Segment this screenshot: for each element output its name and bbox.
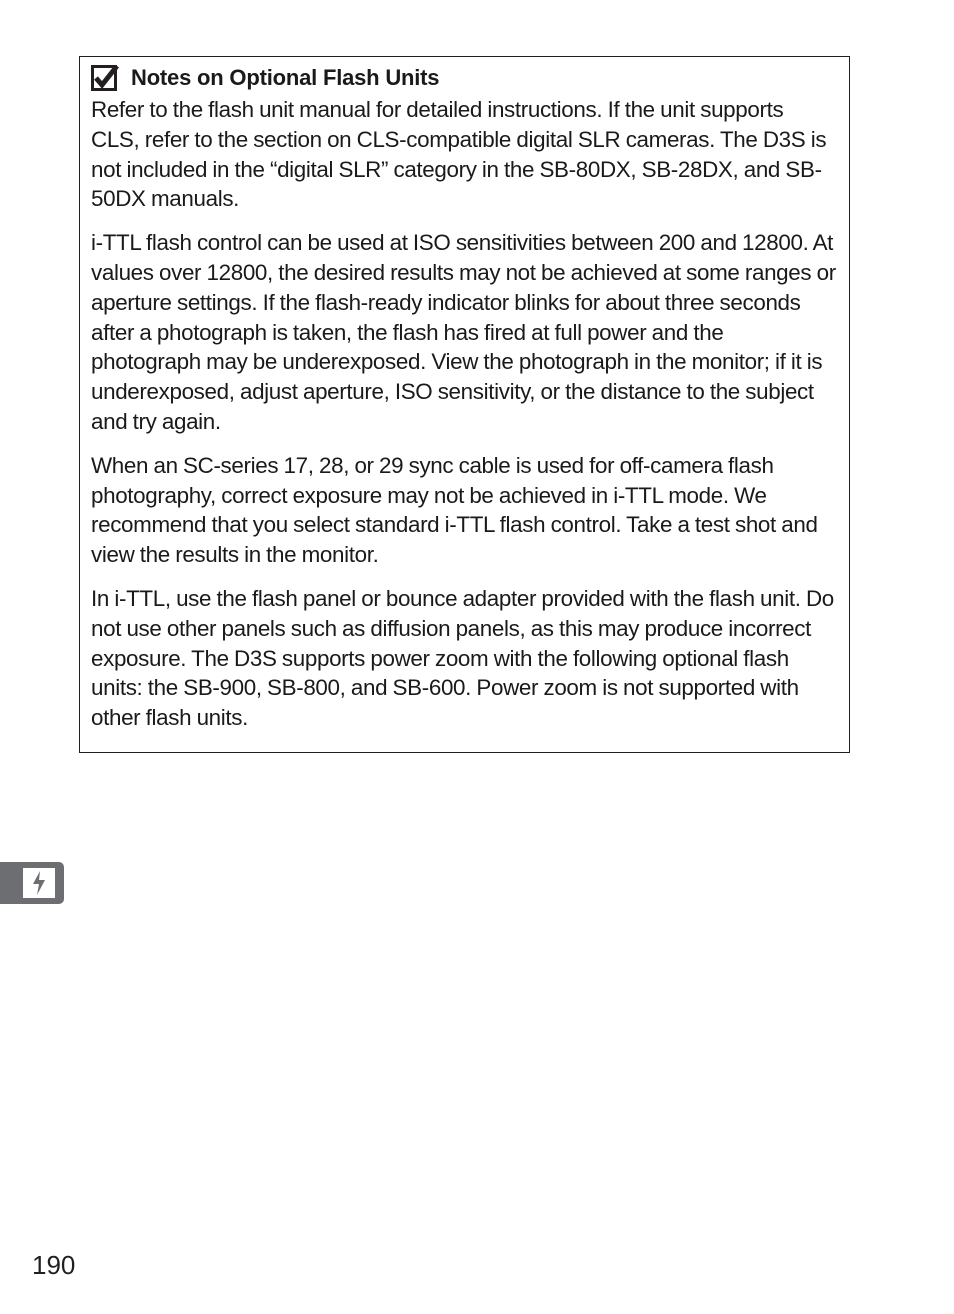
page-number: 190 <box>32 1250 76 1280</box>
chapter-tab <box>0 862 64 904</box>
check-mark-icon <box>91 65 119 91</box>
note-paragraph-2: i-TTL flash control can be used at ISO sensitivities between 200 and 12800. At values over 12800, the desired results may not be achieved at some ranges or aperture settings. If the flash-ready indicator blinks for about three seconds after a photograph is taken, the flash has fired at full power and the photograph may be underexposed. View the photograph in the monitor; if it is underexposed, adjust aperture, ISO sensitivity, or the distance to the subject and try again. <box>91 230 836 434</box>
note-title: Notes on Optional Flash Units <box>131 65 440 90</box>
note-box <box>79 56 850 753</box>
note-paragraph-4: In i-TTL, use the flash panel or bounce adapter provided with the flash unit. Do not use other panels such as diffusion panels, as this may produce incorrect exposure. The D3S supports power zoom with the following optional flash units: the SB-900, SB-800, and SB-600. Power zoom is not supported with other flash units. <box>91 585 834 731</box>
note-header <box>91 63 837 93</box>
note-paragraph-1: Refer to the flash unit manual for detailed instructions. If the unit supports CLS, refer to the section on CLS-compatible digital SLR cameras. The D3S is not included in the “digital SLR” category in the SB-80DX, SB-28DX, and SB-50DX manuals. <box>91 97 827 212</box>
note-paragraph-3: When an SC-series 17, 28, or 29 sync cable is used for off-camera flash photography, correct exposure may not be achieved in i-TTL mode. We recommend that you select standard i-TTL flash control. Take a test shot and view the results in the monitor. <box>91 452 818 568</box>
flash-icon <box>22 867 56 899</box>
